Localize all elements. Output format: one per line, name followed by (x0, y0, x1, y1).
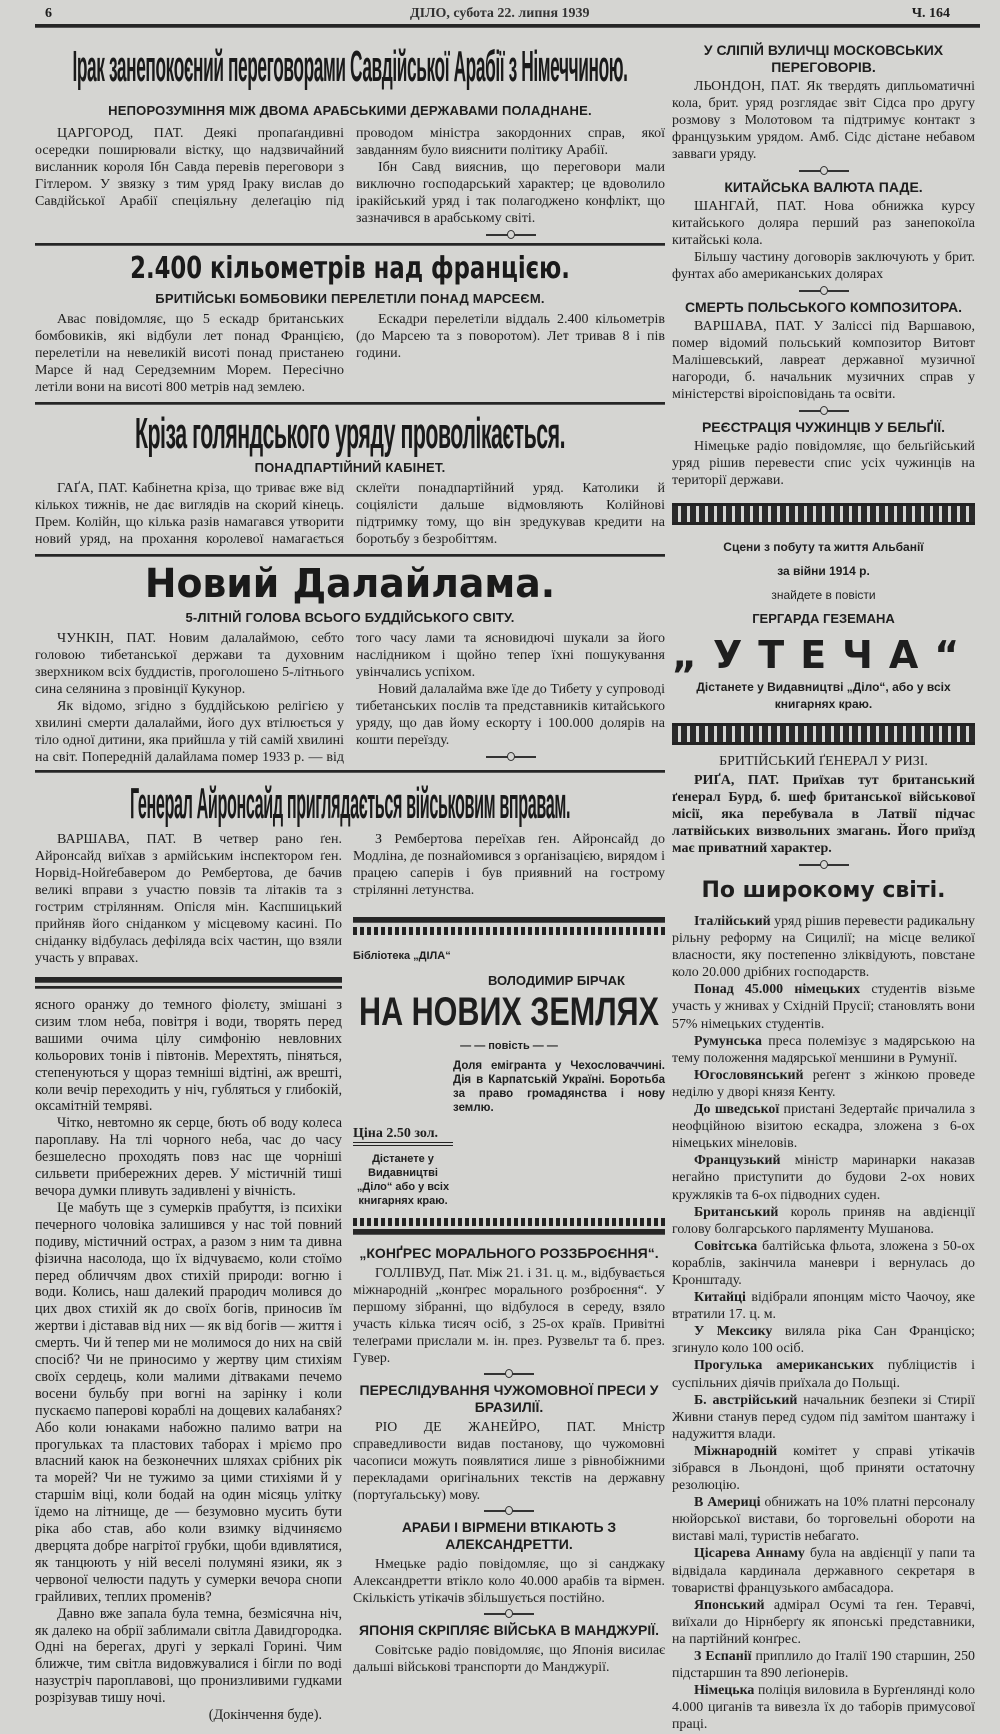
world-item (672, 1238, 975, 1289)
paragraph: Давно вже запала була темна, безмісячна ніч, як далеко на обрії заблимали світла Давидгородка. Одні на берегах, другі у зеркалі Горині. Чим ближче, тим світла видовжувалися і бігли по воді назустріч пароплавові, що пронизливими гудками розрізував тишу ночі. (35, 1605, 342, 1707)
news-text: Совітське радіо повідомляє, що Японія висилає дальші військові транспорти до Манджурії. (353, 1642, 665, 1674)
rule (35, 770, 665, 773)
world-item (672, 1443, 975, 1494)
news-text: Німецьке радіо повідомляє, що бельґійський уряд рішив перевести спис усіх чужинців на території держави. (672, 439, 975, 488)
book-ad-utecha (672, 535, 975, 713)
ad-title: НА НОВИХ ЗЕМЛЯХ (359, 990, 659, 1034)
world-item-text: відібрали японцям місто Чаочоу, яке втратили 17. ц. м. (672, 1290, 975, 1323)
book-ad-na-novykh-zemliakh (353, 949, 665, 1208)
world-item-text: приплило до Італії 190 старшин, 250 підстаршин та 890 леґіонерів. (672, 1649, 975, 1682)
separator (799, 165, 849, 175)
paragraph: ГАҐА, ПАТ. Кабінетна кріза, що триває вже від кількох тижнів, не дає виглядів на скорий кінець. Прем. Колійн, що кілька разів намагався утворити новий уряд, на прохання королевої намагається склеїти понадпартійний уряд. Католики й соціялісти дальше відмовляють Колійнові підтримку тому, що він зредукував кредити на боротьбу з безробіттям. (35, 481, 665, 547)
world-item (672, 1545, 975, 1596)
ad-where: Дістанете у Видавництві „Діло“ або у всіх книгарнях краю. (356, 1153, 450, 1207)
ornament-border (672, 723, 975, 745)
news-headline: ПЕРЕСЛІДУВАННЯ ЧУЖОМОВНОЇ ПРЕСИ У БРАЗИЛІЇ. (359, 1382, 659, 1415)
paragraph: Ескадри перелетіли віддаль 2.400 кільометрів (до Марсею та з поворотом). Лет тривав 8 і пів години. (356, 312, 665, 361)
world-item-lead: Прогулька американських (694, 1358, 874, 1374)
subheadline: НЕПОРОЗУМІННЯ МІЖ ДВОМА АРАБСЬКИМИ ДЕРЖАВАМИ ПОЛАДНАНЕ. (108, 103, 592, 118)
paragraph: ЧУНКІН, ПАТ. Новим далалаймою, себто головою тибетанської держави та духовним зверхником всіх буддистів, проголошено 5-літнього сина селянина з провінції Кукунор. (35, 631, 344, 697)
world-item-text: міністр маринарки наказав негайно приступити до будови 2-ох нових кружляків та 6-ох підводних суден. (672, 1153, 975, 1203)
world-item-text: король приняв на авдієнції голову болгарського парляменту Мушанова. (672, 1204, 975, 1237)
news-text: Нмецьке радіо повідомляє, що зі санджаку Александретти втікло коло 40.000 арабів та вірмен. Скількість утікачів збільшується постійно. (353, 1556, 665, 1605)
separator (484, 1368, 534, 1378)
continued-note: (Докінчення буде). (208, 1707, 322, 1724)
story-bombers (35, 252, 665, 288)
paragraph: Це мабуть ще з сумерків прабуття, із психіки печерного чоловіка залишився у нас той повний подиву, містичний острах, а разом з ним та дивна фізична насолода, що їх відчуваємо, коли стоїмо перед обличчям двох стихій природи: вогню і води. Колись, наш далекий прародич молився до цих двох стихій як до своїх богів, приносив їм жертви і діставав від них — як від богів — життя і смерть. Чи й тепер ми не молимося до них на свій спосіб? Чи не приносимо у жертву цим стихіям своїх сердець, коли малими дітваками печемо восени бульбу при вогні на зарінку і коли пускаємо паперові кораблі на дощевих калабанях? Або коли юнаками набожно палимо ватри на прогульках та пластових таборах і мріємо про власний каюк на безконечних шляхах срібних рік та морей? Чи не тужимо за цими стихіями й у старшім віці, коли бодай на один місяць улітку їдемо на літнище, де — безумовно мусить бути ріка або став, або коли взимку відчиняємо дверцята добре нагрітої грубки, щоби вдивлятися, як танцюють у ній веселі полумяні язики, як з червоної челюсти падуть у сумерки вечора снопи грайливих, теплих променів? (35, 1199, 342, 1605)
world-section (672, 877, 975, 907)
story-bombers-body (35, 311, 665, 396)
subheadline: 5-ЛІТНІЙ ГОЛОВА ВСЬОГО БУДДІЙСЬКОГО СВІТУ. (185, 610, 515, 625)
news-headline: КИТАЙСЬКА ВАЛЮТА ПАДЕ. (724, 179, 923, 195)
world-item-lead: З Еспанії (694, 1649, 752, 1665)
world-item (672, 1067, 975, 1101)
news-text: ВАРШАВА, ПАТ. У Заліссі під Варшавою, помер відомий польський композитор Витовт Малішевський, лавреат державної музичної нагороди, б. начальник музичних справ у міністерстві віроісповідань та освіти. (672, 319, 975, 402)
world-item-lead: Цісарева Аннаму (694, 1546, 805, 1562)
world-item (672, 1648, 975, 1682)
headline: 2.400 кільометрів над францією. (130, 251, 570, 286)
headline: Ірак занепокоєний переговорами Савдійської Арабії з Німеччиною. (72, 42, 628, 91)
world-item-lead: Міжнародній (694, 1443, 778, 1459)
paragraph: Чітко, невтомно як серце, бють об воду колеса пароплаву. На тлі чорного неба, час до часу безшелесно проходять повз нас ще чорніші сильвети прибережних дерев. У містичній тиші вечора думки пливуть задивлені у вічність. (35, 1115, 342, 1199)
world-item (672, 1289, 975, 1323)
ornament-rule (353, 917, 665, 923)
world-item (672, 1204, 975, 1238)
world-item (672, 1152, 975, 1203)
paragraph: Ібн Савд вияснив, що переговори мали виключно господарський характер; це вдоволило іракійський уряд і так полагоджено конфлікт, що зазначився в арабському світі. (356, 160, 665, 226)
story-ironside (35, 781, 665, 827)
page-header (35, 6, 980, 22)
paragraph: ВАРШАВА, ПАТ. В четвер рано ґен. Айронсайд виїхав з армійським інспектором ґен. Норвід-Нойґебавером до Рембертова, де бачив великі вправи з участю повзів та літаків та з гострим стрілянням. Опісля мін. Каспшицький прийняв його сніданком у місцевому касині. По сніданку відбулась дефіляда всіх частин, що взяли участь у вправах. (35, 832, 342, 966)
world-item-text: поліція виловила в Бурґенлянді коло 4.000 циганів та вивезла їх до таборів примусової праці. (672, 1683, 975, 1733)
world-item-lead: Румунська (694, 1033, 762, 1049)
issue-number: Ч. 164 (911, 6, 950, 21)
story-ironside-right (353, 831, 665, 899)
world-item-lead: Британський (694, 1204, 779, 1220)
subheadline: ПОНАДПАРТІЙНИЙ КАБІНЕТ. (254, 460, 446, 475)
world-item-text: реґент з жінкою проведе неділю у дворі князя Кенту. (672, 1067, 975, 1100)
page-number: 6 (45, 6, 52, 21)
world-item-text: преса полемізує з мадярською на тему положення мадярської меншини в Румунії. (672, 1033, 975, 1066)
story-dalai-lama (35, 561, 665, 607)
right-news (672, 42, 975, 489)
world-item-text: студентів візьме участь у жнивах у Східній Прусії; становлять вони 57% німецьких студентів. (672, 982, 975, 1032)
world-item-lead: Німецька (694, 1683, 755, 1699)
world-item-lead: Б. австрійський (694, 1392, 798, 1408)
world-item-text: балтійська фльота, зложена з 50-ох кораблів, закінчила маневри і вернулась до Кронштаду. (672, 1238, 975, 1288)
world-item-lead: До шведської (694, 1102, 780, 1118)
rule (35, 554, 665, 557)
world-item (672, 981, 975, 1032)
world-item-lead: Совітська (694, 1238, 758, 1254)
news-headline: „КОНҐРЕС МОРАЛЬНОГО РОЗЗБРОЄННЯ“. (359, 1245, 659, 1261)
story-iraq (35, 44, 665, 92)
left-column (35, 831, 342, 1724)
world-item (672, 1323, 975, 1357)
news-headline: СМЕРТЬ ПОЛЬСЬКОГО КОМПОЗИТОРА. (685, 299, 962, 315)
world-item-lead: Югословянський (694, 1067, 804, 1083)
paragraph: ЦАРГОРОД, ПАТ. Деякі пропаґандивні осередки поширювали вістку, що надзвичайний висланник короля Ібн Савда перевів переговори з Гітлером. У звязку з тим уряд Іраку вислав до Савдійської Арабії спеціяльну делеґацію під проводом міністра закордонних справ, якої завданням було вияснити політику Арабії. (35, 126, 665, 209)
paragraph: З Рембертова переїхав ґен. Айронсайд до Модліна, де познайомився з орґанізацією, вирядом і працею саперів і був приявний на гострому стрілянні летунства. (353, 832, 665, 898)
world-item-lead: В Америці (694, 1495, 761, 1511)
paragraph: Новий далалайма вже їде до Тибету у супроводі тибетанських послів та представників китайського уряду, що дав йому ескорту і 100.000 долярів на кошти переїзду. (356, 682, 665, 748)
world-item (672, 1494, 975, 1545)
separator (799, 859, 849, 869)
paragraph: Як відомо, згідно з буддійською релігією у хвилині смерти далалайми, його дух втілюється у тіло одної дитини, яка прийшла у тій самій хвилині на світ. Попередній далайлама помер 1933 р. — від того часу лами та ясновидючі шукали за його наслідником і щойно тепер їхні пошукування увінчались успіхом. (35, 631, 665, 765)
news-headline: АРАБИ І ВІРМЕНИ ВТІКАЮТЬ З АЛЕКСАНДРЕТТИ. (401, 1519, 617, 1552)
ad-genre: — — повість — — (460, 1040, 558, 1052)
world-item-text: уряд рішив перевести радикальну рільну реформу на Сицилії; на місце великої власности, яку постепенно зліквідують, повстане коло 20.000 дрібних господарств. (672, 914, 975, 981)
middle-column (353, 831, 665, 1675)
story-dalai-lama-body (35, 630, 665, 766)
headline: Кріза голяндського уряду проволікається. (134, 409, 566, 458)
rule (35, 243, 665, 246)
world-item-lead: Понад 45.000 німецьких (694, 982, 861, 998)
separator (799, 405, 849, 415)
separator (484, 1608, 534, 1618)
world-item-text: пристані Зедертайє причалила з неофційною візитою ескадра, зложена з 6-ох німецьких мінеловів. (672, 1102, 975, 1152)
section-title: По широкому світі. (701, 878, 946, 903)
world-items (672, 913, 975, 1734)
right-column (672, 38, 975, 1734)
world-item-lead: Китайці (694, 1290, 746, 1306)
news-text: Більшу частину договорів заключують у брит. фунтах або американських долярах (672, 250, 975, 282)
headline: Новий Далайлама. (144, 561, 556, 607)
paragraph: ясного оранжу до темного фіолєту, змішані з сизим тлом неба, повітря і води, творять перед вашими очима цілу симфонію невловних кольорових тонів і півтонів. Мерехтять, піняться, степенуються у щораз темніші відтіні, аж врешті, коли вечір переходить у ніч, губляться у глибокій, оксамітній темряві. (35, 997, 342, 1115)
news-text: РІО ДЕ ЖАНЕЙРО, ПАТ. Мністр справедливости видав постанову, що чужомовні часописи можуть появлятися лише з рівнобіжними перекладами оригінальних текстів на державну (портуґальську) мову. (353, 1419, 665, 1502)
ornament-rule (353, 1229, 665, 1235)
headline: Генерал Айронсайд приглядається військовим вправам. (129, 779, 571, 828)
story-holland-body (35, 480, 665, 548)
world-item-lead: У Мексику (694, 1324, 773, 1340)
rule (35, 402, 665, 405)
world-item (672, 913, 975, 981)
news-text: ГОЛЛІВУД, Пат. Між 21. і 31. ц. м., відбувається міжнародній „конґрес морального розброєння“. У першому зібранні, що відбулося в середу, взяло участь кілька тисяч осіб, з 25-ох країв. Привітні телеґрами прислали м. ін. през. Рузвельт та б. през. Гувер. (353, 1265, 665, 1365)
separator (799, 285, 849, 295)
ad-where: Дістанете у Видавництві „Діло“, або у всіх книгарнях краю. (696, 680, 951, 711)
left-area (35, 38, 665, 1724)
ornament-triangles (353, 927, 665, 935)
world-item (672, 1682, 975, 1733)
news-text: РИҐА, ПАТ. Приїхав тут британський ґенерал Бурд, б. шеф британської військової місії, яка перебувала в Латвії підчас латвійських визвольних змагань. Його приїзд має приватний характер. (672, 773, 975, 856)
world-item-lead: Італійський (694, 914, 771, 929)
essay-feuilleton (35, 997, 342, 1724)
story-holland (35, 411, 665, 457)
ornament-triangles (353, 1218, 665, 1226)
ad-description: Доля емігранта у Чехословаччині. Дія в Карпатській Україні. Боротьба за право громадянства і нову землю. (453, 1060, 665, 1114)
world-item (672, 1357, 975, 1391)
ad-author: ГЕРГАРДА ГЕЗЕМАНА (752, 611, 895, 626)
world-item-lead: Японський (694, 1597, 765, 1613)
ad-line: за війни 1914 р. (777, 564, 870, 578)
ad-price: Ціна 2.50 зол. (353, 1125, 453, 1146)
rule (35, 977, 342, 983)
news-headline: ЯПОНІЯ СКРІПЛЯЄ ВІЙСЬКА В МАНДЖУРІЇ. (359, 1622, 659, 1638)
news-headline: У СЛІПІЙ ВУЛИЧЦІ МОСКОВСЬКИХ ПЕРЕГОВОРІВ. (703, 42, 944, 75)
news-headline: РЕЄСТРАЦІЯ ЧУЖИНЦІВ У БЕЛЬҐІЇ. (701, 419, 946, 435)
world-item (672, 1597, 975, 1648)
middle-news (353, 1245, 665, 1675)
world-item-text: начальник безпеки зі Стирії Живни станув перед судом під замітом шантажу і надужиття влади. (672, 1392, 975, 1442)
masthead-date: ДІЛО, субота 22. липня 1939 (410, 6, 590, 21)
ad-line: знайдете в повісти (771, 588, 876, 602)
paragraph: Авас повідомляє, що 5 ескадр британських бомбовиків, які відбули лет понад Францією, перелетіли на невеликій висоті понад пристанею Марсе й над Середземним Морем. Пересічно летіли вони на висоті 800 метрів над землею. (35, 312, 344, 395)
world-item-text: була на авдієнції у папи та відвідала кардинала державного секретаря в товаристві французького амбасадора. (672, 1546, 975, 1596)
world-item-lead: Французький (694, 1153, 781, 1169)
news-text: ЛЬОНДОН, ПАТ. Як твердять дипльоматичні кола, брит. уряд розглядає звіт Сідса про другу розмову з Молотовом та підтримує контакт з французьким урядом. Амб. Сідс дістане небавом завваги уряду. (672, 79, 975, 162)
news-headline: БРИТІЙСЬКИЙ ҐЕНЕРАЛ У РИЗІ. (719, 754, 928, 769)
story-riga (672, 753, 975, 869)
world-item (672, 1101, 975, 1152)
world-item (672, 1033, 975, 1067)
separator (486, 751, 536, 761)
world-item-text: виляла ріка Сан Франціско; згинуло коло 100 осіб. (672, 1324, 975, 1357)
world-item-text: адмірал Осумі та ґен. Теравчі, виїхали до Нірнберґу як японські представники, на партійний конґрес. (672, 1597, 975, 1647)
ad-library: Бібліотека „ДІЛА“ (353, 950, 451, 962)
rule (35, 986, 342, 989)
subheadline: БРИТІЙСЬКІ БОМБОВИКИ ПЕРЕЛЕТІЛИ ПОНАД МАРСЕЄМ. (155, 291, 545, 306)
separator (486, 229, 536, 239)
world-item-text: комітет у справі утікачів зібрався в Льондоні, щоб приняти остаточну резолюцію. (672, 1443, 975, 1494)
world-item-text: публіцистів і суспільних діячів приїхала до Польщі. (672, 1358, 975, 1391)
story-ironside-left (35, 831, 342, 967)
header-rule (35, 24, 980, 28)
world-item-text: обнижать на 10% платні персоналу нюйорської вистави, бо торговельні обороти на виставі малі, туристів небагато. (672, 1495, 975, 1545)
news-text: ШАНГАЙ, ПАТ. Нова обнижка курсу китайського доляра перший раз занепокоїла китайські кола. (672, 199, 975, 248)
world-item (672, 1392, 975, 1443)
ad-title: „УТЕЧА“ (672, 633, 976, 677)
ornament-border (672, 503, 975, 525)
separator (484, 1505, 534, 1515)
story-iraq-body (35, 125, 665, 239)
ad-author: ВОЛОДИМИР БІРЧАК (487, 973, 625, 988)
ad-line: Сцени з побуту та життя Альбанії (723, 540, 924, 554)
